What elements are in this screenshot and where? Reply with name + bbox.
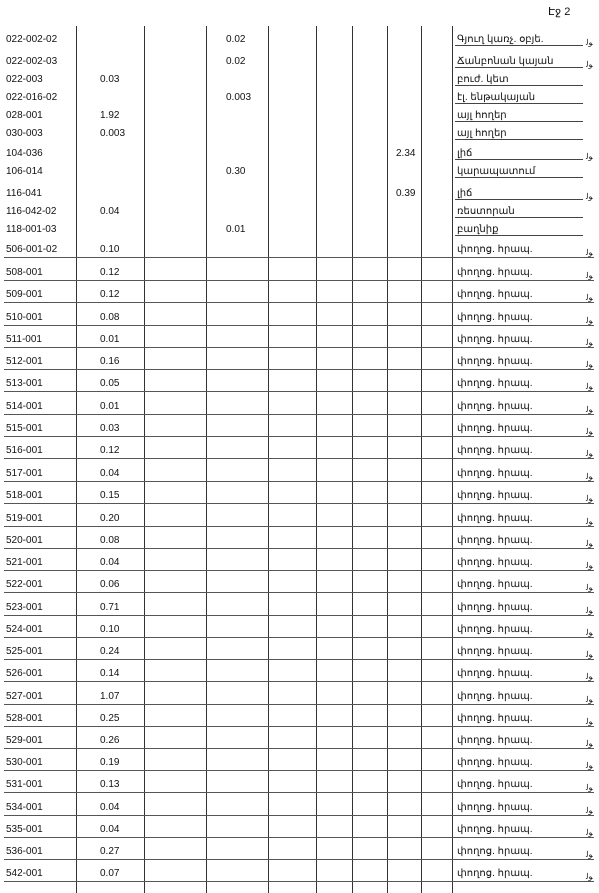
- row-mark: ﻮﻟ: [586, 606, 593, 615]
- table-row: [0, 553, 599, 571]
- row-code: 524-001: [6, 624, 43, 635]
- value-col-8: 2.34: [396, 148, 416, 159]
- table-row: [0, 664, 599, 682]
- table-row: [0, 486, 599, 504]
- row-description: փողոց. հրապ.: [457, 824, 533, 835]
- description-underline: [455, 103, 583, 104]
- row-description: փողոց. հրապ.: [457, 468, 533, 479]
- row-description: այլ հողեր: [457, 128, 507, 139]
- row-code: 520-001: [6, 535, 43, 546]
- row-description: փողոց. հրապ.: [457, 244, 533, 255]
- row-mark: ﻮﻟ: [586, 872, 593, 881]
- table-row: [0, 88, 599, 106]
- row-description: լիճ: [457, 188, 473, 199]
- description-underline: [455, 235, 583, 236]
- row-description: բուժ. կետ: [457, 74, 509, 85]
- table-row: [0, 509, 599, 527]
- row-code: 542-001: [6, 868, 43, 879]
- row-mark: ﻮﻟ: [586, 152, 593, 161]
- value-col-1: 0.14: [100, 668, 120, 679]
- value-col-1: 0.10: [100, 624, 120, 635]
- row-mark: ﻮﻟ: [586, 850, 593, 859]
- row-code: 118-001-03: [6, 224, 57, 235]
- row-mark: ﻮﻟ: [586, 472, 593, 481]
- value-col-1: 0.05: [100, 378, 120, 389]
- row-mark: ﻮﻟ: [586, 739, 593, 748]
- value-col-1: 0.04: [100, 824, 120, 835]
- table-row: [0, 441, 599, 459]
- table-row: [0, 753, 599, 771]
- row-code: 506-001-02: [6, 244, 58, 255]
- description-underline: [455, 159, 583, 160]
- table-row: [0, 144, 599, 162]
- row-mark: ﻮﻟ: [586, 38, 593, 47]
- row-code: 521-001: [6, 557, 43, 568]
- row-code: 116-041: [6, 188, 42, 199]
- value-col-4: 0.003: [226, 92, 252, 103]
- table-row: [0, 202, 599, 220]
- row-mark: ﻮﻟ: [586, 360, 593, 369]
- value-col-1: 0.25: [100, 713, 120, 724]
- value-col-1: 0.08: [100, 535, 120, 546]
- row-code: 516-001: [6, 445, 43, 456]
- value-col-1: 0.16: [100, 356, 120, 367]
- row-description: կարապատում: [457, 166, 536, 177]
- page-number: Էջ 2: [548, 6, 571, 18]
- row-description: փողոց. հրապ.: [457, 779, 533, 790]
- value-col-1: 0.15: [100, 490, 120, 501]
- row-description: փողոց. հրապ.: [457, 735, 533, 746]
- table-row: [0, 330, 599, 348]
- row-mark: ﻮﻟ: [586, 405, 593, 414]
- value-col-1: 0.04: [100, 206, 120, 217]
- row-code: 525-001: [6, 646, 43, 657]
- table-row: [0, 30, 599, 48]
- table-row: [0, 352, 599, 370]
- table-row: [0, 575, 599, 593]
- row-mark: ﻮﻟ: [586, 382, 593, 391]
- table-row: [0, 731, 599, 749]
- value-col-1: 0.04: [100, 802, 120, 813]
- row-mark: ﻮﻟ: [586, 672, 593, 681]
- description-underline: [455, 139, 583, 140]
- row-code: 529-001: [6, 735, 43, 746]
- row-description: փողոց. հրապ.: [457, 602, 533, 613]
- row-description: էլ. ենթակայան: [457, 92, 536, 103]
- row-mark: ﻮﻟ: [586, 60, 593, 69]
- row-mark: ﻮﻟ: [586, 783, 593, 792]
- row-description: փողոց. հրապ.: [457, 423, 533, 434]
- row-mark: ﻮﻟ: [586, 449, 593, 458]
- row-code: 022-002-03: [6, 56, 58, 67]
- description-underline: [455, 85, 583, 86]
- row-code: 511-001: [6, 334, 42, 345]
- value-col-1: 0.04: [100, 557, 120, 568]
- table-row: [0, 798, 599, 816]
- row-code: 531-001: [6, 779, 43, 790]
- value-col-1: 0.10: [100, 244, 120, 255]
- table-row: [0, 52, 599, 70]
- row-description: փողոց. հրապ.: [457, 267, 533, 278]
- value-col-1: 0.08: [100, 312, 120, 323]
- row-mark: ﻮﻟ: [586, 806, 593, 815]
- table-row: [0, 124, 599, 142]
- row-description: փողոց. հրապ.: [457, 713, 533, 724]
- row-mark: ﻮﻟ: [586, 650, 593, 659]
- table-row: [0, 162, 599, 180]
- row-code: 528-001: [6, 713, 43, 724]
- description-underline: [455, 121, 583, 122]
- value-col-1: 1.92: [100, 110, 120, 121]
- row-mark: ﻮﻟ: [586, 338, 593, 347]
- row-description: փողոց. հրապ.: [457, 513, 533, 524]
- row-code: 514-001: [6, 401, 43, 412]
- table-row: [0, 620, 599, 638]
- value-col-4: 0.02: [226, 34, 246, 45]
- row-description: փողոց. հրապ.: [457, 668, 533, 679]
- row-description: փողոց. հրապ.: [457, 691, 533, 702]
- table-row: [0, 864, 599, 882]
- value-col-1: 0.71: [100, 602, 120, 613]
- row-code: 022-002-02: [6, 34, 58, 45]
- row-mark: ﻮﻟ: [586, 271, 593, 280]
- value-col-1: 0.03: [100, 74, 120, 85]
- table-row: [0, 70, 599, 88]
- value-col-1: 0.24: [100, 646, 120, 657]
- value-col-1: 0.03: [100, 423, 120, 434]
- description-underline: [455, 177, 583, 178]
- table-row: [0, 464, 599, 482]
- row-description: Գյուղ կառչ. օբյե.: [457, 34, 544, 45]
- row-description: լիճ: [457, 148, 473, 159]
- value-col-1: 0.04: [100, 468, 120, 479]
- description-underline: [455, 199, 583, 200]
- value-col-1: 0.12: [100, 289, 120, 300]
- row-code: 522-001: [6, 579, 43, 590]
- row-mark: ﻮﻟ: [586, 192, 593, 201]
- row-code: 518-001: [6, 490, 43, 501]
- table-row: [0, 285, 599, 303]
- row-code: 512-001: [6, 356, 43, 367]
- row-description: փողոց. հրապ.: [457, 356, 533, 367]
- value-col-1: 0.20: [100, 513, 120, 524]
- table-row: [0, 419, 599, 437]
- row-description: փողոց. հրապ.: [457, 334, 533, 345]
- value-col-1: 0.003: [100, 128, 126, 139]
- table-row: [0, 598, 599, 616]
- value-col-1: 0.19: [100, 757, 120, 768]
- value-col-1: 0.27: [100, 846, 120, 857]
- row-description: փողոց. հրապ.: [457, 846, 533, 857]
- value-col-1: 0.06: [100, 579, 120, 590]
- row-description: բաղնիք: [457, 224, 499, 235]
- row-mark: ﻮﻟ: [586, 494, 593, 503]
- value-col-4: 0.02: [226, 56, 246, 67]
- row-description: փողոց. հրապ.: [457, 535, 533, 546]
- row-code: 515-001: [6, 423, 43, 434]
- table-row: [0, 240, 599, 258]
- row-code: 530-001: [6, 757, 43, 768]
- row-code: 510-001: [6, 312, 43, 323]
- row-code: 526-001: [6, 668, 43, 679]
- value-col-1: 0.12: [100, 445, 120, 456]
- row-mark: ﻮﻟ: [586, 293, 593, 302]
- row-description: փողոց. հրապ.: [457, 445, 533, 456]
- table-row: [0, 709, 599, 727]
- row-description: փողոց. հրապ.: [457, 646, 533, 657]
- row-mark: ﻮﻟ: [586, 316, 593, 325]
- table-row: [0, 397, 599, 415]
- row-description: այլ հողեր: [457, 110, 507, 121]
- value-col-1: 0.26: [100, 735, 120, 746]
- table-row: [0, 531, 599, 549]
- row-description: փողոց. հրապ.: [457, 868, 533, 879]
- table-row: [0, 374, 599, 392]
- row-mark: ﻮﻟ: [586, 248, 593, 257]
- row-mark: ﻮﻟ: [586, 539, 593, 548]
- row-description: փողոց. հրապ.: [457, 312, 533, 323]
- row-description: փողոց. հրապ.: [457, 401, 533, 412]
- row-code: 534-001: [6, 802, 43, 813]
- row-description: փողոց. հրապ.: [457, 378, 533, 389]
- table-row: [0, 263, 599, 281]
- table-row: [0, 184, 599, 202]
- row-mark: ﻮﻟ: [586, 695, 593, 704]
- description-underline: [455, 67, 583, 68]
- row-mark: ﻮﻟ: [586, 717, 593, 726]
- table-row: [0, 775, 599, 793]
- row-code: 527-001: [6, 691, 43, 702]
- row-code: 028-001: [6, 110, 43, 121]
- row-description: փողոց. հրապ.: [457, 557, 533, 568]
- row-description: փողոց. հրապ.: [457, 624, 533, 635]
- row-code: 106-014: [6, 166, 43, 177]
- row-code: 508-001: [6, 267, 43, 278]
- value-col-1: 0.01: [100, 334, 120, 345]
- row-code: 509-001: [6, 289, 43, 300]
- row-description: փողոց. հրապ.: [457, 802, 533, 813]
- table-row: [0, 687, 599, 705]
- table-row: [0, 842, 599, 860]
- table-row: [0, 106, 599, 124]
- row-code: 517-001: [6, 468, 43, 479]
- row-description: փողոց. հրապ.: [457, 289, 533, 300]
- row-description: փողոց. հրապ.: [457, 490, 533, 501]
- value-col-1: 0.01: [100, 401, 120, 412]
- value-col-8: 0.39: [396, 188, 416, 199]
- row-code: 104-036: [6, 148, 43, 159]
- value-col-4: 0.30: [226, 166, 246, 177]
- row-code: 535-001: [6, 824, 43, 835]
- row-mark: ﻮﻟ: [586, 583, 593, 592]
- table-row: [0, 220, 599, 238]
- row-description: ռեստորան: [457, 206, 515, 217]
- value-col-1: 0.13: [100, 779, 120, 790]
- description-underline: [455, 45, 583, 46]
- value-col-4: 0.01: [226, 224, 246, 235]
- row-code: 022-003: [6, 74, 43, 85]
- table-row: [0, 642, 599, 660]
- row-description: Ճանբոնան կայան: [457, 56, 554, 67]
- row-mark: ﻮﻟ: [586, 628, 593, 637]
- row-code: 030-003: [6, 128, 43, 139]
- row-description: փողոց. հրապ.: [457, 757, 533, 768]
- row-code: 116-042-02: [6, 206, 57, 217]
- row-mark: ﻮﻟ: [586, 761, 593, 770]
- description-underline: [455, 217, 583, 218]
- row-code: 519-001: [6, 513, 43, 524]
- row-description: փողոց. հրապ.: [457, 579, 533, 590]
- row-code: 536-001: [6, 846, 43, 857]
- row-mark: ﻮﻟ: [586, 561, 593, 570]
- row-code: 513-001: [6, 378, 43, 389]
- value-col-1: 1.07: [100, 691, 120, 702]
- value-col-1: 0.12: [100, 267, 120, 278]
- row-mark: ﻮﻟ: [586, 427, 593, 436]
- row-mark: ﻮﻟ: [586, 517, 593, 526]
- table-row: [0, 308, 599, 326]
- row-mark: ﻮﻟ: [586, 828, 593, 837]
- row-code: 022-016-02: [6, 92, 58, 103]
- table-row: [0, 820, 599, 838]
- row-code: 523-001: [6, 602, 43, 613]
- value-col-1: 0.07: [100, 868, 120, 879]
